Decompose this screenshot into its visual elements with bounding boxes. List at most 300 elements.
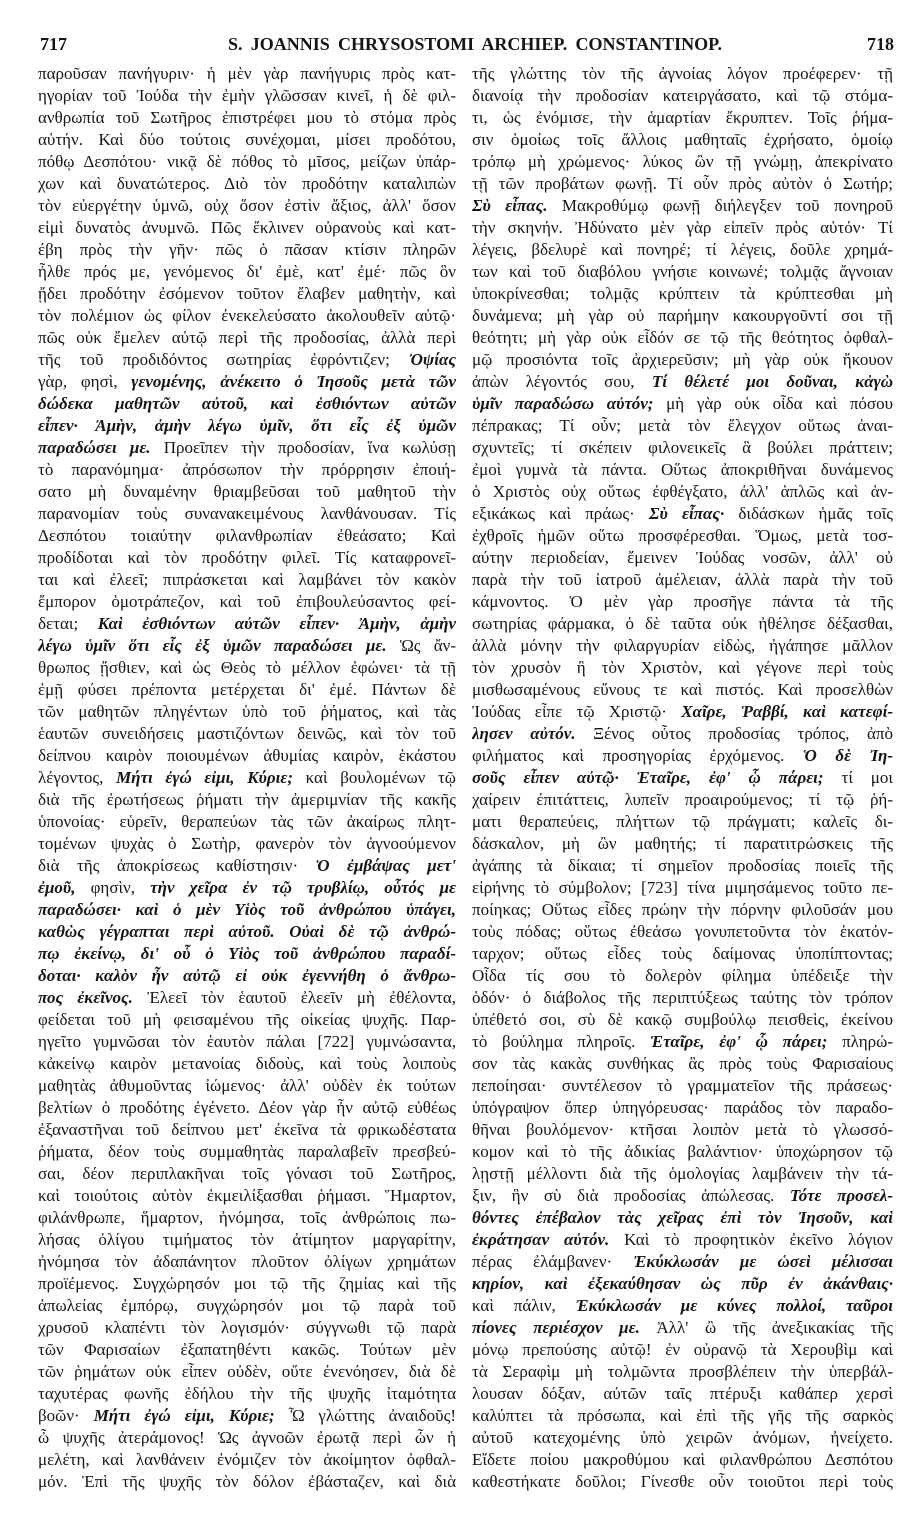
- text-line-content: [472, 1317, 893, 1339]
- text-run: τῶν ῥημάτων οὐκ εἶπεν οὐδὲν, οὔτε ἐνενόησεν, διὰ δὲ: [38, 1362, 456, 1381]
- text-line-content: [472, 921, 893, 943]
- text-run: παρὰ τὴν τοῦ ἰατροῦ ἀμέλειαν, ἀλλὰ παρὰ τὴν τοῦ: [472, 570, 893, 589]
- text-line-content: [472, 547, 893, 569]
- text-line: [472, 1009, 893, 1031]
- text-line: [472, 833, 893, 855]
- text-line-content: [472, 745, 893, 767]
- text-line-content: [38, 613, 456, 635]
- text-run: τῆς τοῦ προδιδόντος σωτηρίας ἐφρόντιζεν;: [38, 350, 409, 369]
- text-run: Προεῖπεν τὴν προδοσίαν, ἵνα κωλύσῃ: [150, 438, 456, 457]
- text-run: πέπρακας; Τί οὖν; μετὰ τὸν ἔλεγχον οὕτως ἀναι-: [472, 416, 893, 435]
- text-run: τὰ Σεραφὶμ μὴ τολμῶντα προσβλέπειν τὴν ὑπερβάλ-: [472, 1362, 893, 1381]
- text-line-content: [38, 481, 456, 503]
- text-line: [38, 613, 456, 635]
- text-line-content: [38, 1009, 456, 1031]
- text-line-content: [38, 833, 456, 855]
- text-line-content: [38, 1097, 456, 1119]
- text-run: μισθωσαμένους εὔνους τε καὶ πιστός. Καὶ προσελθὼν: [472, 680, 893, 699]
- text-line: [472, 239, 893, 261]
- scripture-quote: πος ἐκεῖνος.: [38, 988, 133, 1007]
- text-line-content: [472, 63, 893, 85]
- scripture-quote: Ὁ ἐμβάψας μετ': [315, 856, 456, 875]
- text-line-content: [472, 1163, 893, 1185]
- text-line-content: [38, 1339, 456, 1361]
- text-run: φείδεται τοῦ μὴ φεισαμένου τῆς οἰκείας ψυχῆς. Παρ-: [38, 1010, 456, 1029]
- scripture-quote: σοῦς εἶπεν αὐτῷ· Ἑταῖρε, ἐφ' ᾧ πάρει;: [472, 768, 824, 787]
- text-line-content: [472, 1075, 893, 1097]
- text-line-content: [472, 525, 893, 547]
- scripture-quote: Μήτι ἐγώ εἰμι, Κύριε;: [116, 768, 293, 787]
- text-line-content: [472, 855, 893, 877]
- text-line-content: [472, 1053, 893, 1075]
- text-run: λέγεις, βδελυρὲ καὶ πονηρέ; τί λέγεις, δοῦλε χρημά-: [472, 240, 893, 259]
- text-line: [472, 701, 893, 723]
- text-line-content: [472, 1427, 893, 1449]
- text-run: θεότητι; μὴ γὰρ οὐκ εἶδόν σε τῷ τῆς θεότητος ὀφθαλ-: [472, 328, 893, 347]
- text-line: [38, 85, 456, 107]
- text-run: πληρώ-: [827, 1032, 893, 1051]
- text-run: πόθῳ Δεσπότου· νικᾷ δὲ πόθος τὸ μῖσος, μείζων ὑπάρ-: [38, 152, 456, 171]
- text-line: [472, 855, 893, 877]
- text-line-content: [472, 349, 893, 371]
- text-line-content: [472, 767, 893, 789]
- left-text-column: [38, 63, 456, 1493]
- text-line-content: [472, 327, 893, 349]
- text-line-content: [38, 503, 456, 525]
- text-line: [472, 217, 893, 239]
- text-run: ἐμοὶ γυμνὰ τὰ πάντα. Οὕτως ἀποκριθῆναι δυνάμενος: [472, 460, 893, 479]
- text-run: τὸ παρανόμημα· ἀπρόσωπον τὴν πρόρρησιν ἐποιή-: [38, 460, 456, 479]
- text-line: [472, 1471, 893, 1493]
- scripture-quote: Ἑταῖρε, ἐφ' ᾧ πάρει;: [650, 1032, 828, 1051]
- text-line-content: [472, 613, 893, 635]
- text-run: τὸ βούλημα πληροῖς.: [472, 1032, 651, 1051]
- scripture-quote: δώδεκα μαθητῶν αὐτοῦ, καὶ ἐσθιόντων αὐτῶν: [38, 394, 456, 413]
- text-line: [472, 1317, 893, 1339]
- text-line-content: [472, 1031, 893, 1053]
- text-run: χαίρειν ἐπιτάττεις, λυπεῖν προαιρούμενος; τί τῷ ῥή-: [472, 790, 893, 809]
- text-line: [38, 129, 456, 151]
- text-line: [38, 371, 456, 393]
- text-line-content: [38, 635, 456, 657]
- text-run: ταχυτέρας φωνῆς ἐδήλου τὴν τῆς ψυχῆς ἰταμότητα: [38, 1384, 456, 1403]
- text-line: [38, 481, 456, 503]
- text-line-content: [472, 789, 893, 811]
- text-run: Ὦ γλώττης ἀναιδοῦς!: [274, 1406, 456, 1425]
- text-line: [472, 1361, 893, 1383]
- text-line-content: [38, 679, 456, 701]
- text-line: [472, 789, 893, 811]
- text-line-content: [472, 943, 893, 965]
- text-line: [38, 173, 456, 195]
- text-line: [38, 151, 456, 173]
- text-line: [38, 1449, 456, 1471]
- text-line: [38, 305, 456, 327]
- text-line-content: [472, 965, 893, 987]
- text-run: διὰ τῆς ἀποκρίσεως καθίστησιν·: [38, 856, 316, 875]
- text-line: [472, 459, 893, 481]
- text-line: [38, 899, 456, 921]
- text-line-content: [38, 1031, 456, 1053]
- text-line: [38, 1427, 456, 1449]
- text-line-content: [472, 1119, 893, 1141]
- text-line: [38, 833, 456, 855]
- scripture-quote: ἐμοῦ,: [38, 878, 76, 897]
- text-line: [472, 767, 893, 789]
- scripture-quote: θόντες ἐπέβαλον τὰς χεῖρας ἐπὶ τὸν Ἰησοῦν, καὶ: [472, 1208, 893, 1227]
- text-line-content: [38, 85, 456, 107]
- text-line: [38, 1273, 456, 1295]
- text-line: [472, 877, 893, 899]
- text-line-content: [38, 811, 456, 833]
- text-line: [472, 657, 893, 679]
- text-run: τομένων ψυχὰς ὁ Σωτὴρ, φανερὸν τὸν ἀγνοούμενον: [38, 834, 456, 853]
- scripture-quote: Ἐκύκλωσάν με ὡσεὶ μέλισσαι: [633, 1252, 893, 1271]
- text-line: [472, 1163, 893, 1185]
- text-run: πεποίησαι· συντέλεσον τὸ γραμματεῖον τῆς πράσεως·: [472, 1076, 893, 1095]
- text-line: [472, 85, 893, 107]
- text-line: [472, 525, 893, 547]
- text-run: δείπνου καιρὸν ποιουμένων ἀθυμίας καιρὸν, ἑκάστου: [38, 746, 456, 765]
- text-line: [38, 1141, 456, 1163]
- text-line: [38, 1317, 456, 1339]
- text-line-content: [472, 1229, 893, 1251]
- text-line-content: [472, 833, 893, 855]
- text-run: θρωπος ᾔσθιεν, καὶ ὡς Θεὸς τὸ μέλλον ἐφώνει· τὰ τῇ: [38, 658, 456, 677]
- text-line-content: [472, 1185, 893, 1207]
- scripture-quote: τὴν χεῖρα ἐν τῷ τρυβλίῳ, οὗτός με: [150, 878, 456, 897]
- text-line: [472, 63, 893, 85]
- text-run: αύτην περιοδείαν, ἔμεινεν Ἰούδας νοσῶν, ἀλλ' οὐ: [472, 548, 893, 567]
- text-run: τῆς γλώττης τὸν τῆς ἀγνοίας λόγον προέφερεν· τῇ: [472, 64, 893, 83]
- text-run: λῃστῇ μέλλοντι διὰ τῆς ὁμολογίας λαμβάνειν τὴν τά-: [472, 1164, 893, 1183]
- text-line: [38, 1075, 456, 1097]
- text-line-content: [472, 261, 893, 283]
- text-run: ται καὶ ἐλεεῖ; πιπράσκεται καὶ λαμβάνει τὸν κακὸν: [38, 570, 456, 589]
- text-line: [472, 1339, 893, 1361]
- scripture-quote: παραδώσει με.: [38, 438, 151, 457]
- text-line: [38, 1185, 456, 1207]
- text-line: [38, 943, 456, 965]
- text-line: [38, 877, 456, 899]
- text-line-content: [472, 1471, 893, 1493]
- text-line-content: [38, 767, 456, 789]
- text-line: [472, 195, 893, 217]
- text-run: ὁδόν· ὁ διάβολος τῆς περιπτύξεως ταύτης τὸν τρόπον: [472, 988, 893, 1007]
- text-line: [38, 723, 456, 745]
- text-line-content: [38, 327, 456, 349]
- text-run: δυνάμενα; μὴ γὰρ οὐ παρήμην κακουργοῦντί σοι τῇ: [472, 306, 893, 325]
- text-line-content: [38, 1163, 456, 1185]
- text-run: ἀλλὰ μόνην τὴν φιλαργυρίαν εἰδὼς, ἠγάπησε μᾶλλον: [472, 636, 893, 655]
- text-line: [38, 239, 456, 261]
- text-line: [38, 1383, 456, 1405]
- text-line-content: [38, 107, 456, 129]
- text-line-content: [472, 591, 893, 613]
- text-line-content: [472, 701, 893, 723]
- text-run: σιν ὁμοίως τοῖς ἄλλοις μαθηταῖς ἐχρήσατο, ὁμοίῳ: [472, 130, 893, 149]
- text-line: [472, 393, 893, 415]
- text-line-content: [472, 415, 893, 437]
- text-line-content: [472, 987, 893, 1009]
- text-line-content: [38, 173, 456, 195]
- text-line: [38, 855, 456, 877]
- text-run: μὴ γὰρ οὐκ οἶδα καὶ πόσου: [653, 394, 893, 413]
- text-line-content: [38, 1449, 456, 1471]
- text-line: [38, 1471, 456, 1493]
- text-line: [472, 1251, 893, 1273]
- text-line: [38, 1053, 456, 1075]
- scripture-quote: λέγω ὑμῖν ὅτι εἷς ἐξ ὑμῶν παραδώσει με.: [38, 636, 387, 655]
- text-line: [38, 1229, 456, 1251]
- scripture-quote: Σὺ εἶπας.: [472, 196, 548, 215]
- scripture-quote: κηρίον, καὶ ἐξεκαύθησαν ὡς πῦρ ἐν ἀκάνθαις·: [472, 1274, 893, 1293]
- text-line: [38, 701, 456, 723]
- text-line: [38, 679, 456, 701]
- text-run: μῷ προσιόντα τοῖς ἀρχιερεῦσιν; μὴ γὰρ οὐκ ἤκουον: [472, 350, 893, 369]
- text-line-content: [38, 283, 456, 305]
- page-number-right: 718: [867, 34, 894, 54]
- text-line-content: [38, 1317, 456, 1339]
- text-run: καλύπτει τὰ πρόσωπα, καὶ ἐπὶ τῆς γῆς τῆς σαρκὸς: [472, 1406, 893, 1425]
- text-line-content: [38, 899, 456, 921]
- text-line-content: [38, 1295, 456, 1317]
- text-line: [38, 1251, 456, 1273]
- text-line-content: [38, 393, 456, 415]
- text-line: [472, 437, 893, 459]
- text-run: Ἐλεεῖ τὸν ἑαυτοῦ ἐλεεῖν μὴ ἐθέλοντα,: [132, 988, 456, 1007]
- text-run: ἐξαναστῆναι τοῦ δείπνου μετ' ἐκεῖνα τὰ φρικωδέστατα: [38, 1120, 456, 1139]
- text-run: χρυσοῦ κλαπέντι τὸν λογισμόν· σύγγνωθι τῷ παρὰ: [38, 1318, 456, 1337]
- text-run: τὸν εὐεργέτην ὑμνῶ, οὐχ ὅσον ἐστὶν ἄξιος, ἀλλ' ὅσον: [38, 196, 456, 215]
- text-run: θῆναι βουλόμενον· κτῆσαι λοιπὸν μετὰ τὸ γλωσσό-: [472, 1120, 893, 1139]
- text-line-content: [38, 217, 456, 239]
- text-run: ποίηκας; Οὕτως εἶδες πρώην τὴν πόρνην φιλοῦσάν μου: [472, 900, 893, 919]
- text-run: τρόπῳ μὴ χρώμενος· λύκος ὢν τῇ γνώμῃ, ἀπεκρίνατο: [472, 152, 893, 171]
- text-line-content: [472, 1383, 893, 1405]
- text-line-content: [38, 63, 456, 85]
- text-run: μαθητὰς ἀθυμοῦντας ἰώμενος· ἀλλ' οὐδὲν ἐκ τούτων: [38, 1076, 456, 1095]
- right-text-column: [472, 63, 893, 1493]
- text-line-content: [38, 657, 456, 679]
- text-line-content: [472, 723, 893, 745]
- text-line-content: [38, 239, 456, 261]
- text-line: [472, 723, 893, 745]
- text-run: δάσκαλον, μὴ ὢν μαθητής; τί παρατιτρώσκεις τῆς: [472, 834, 893, 853]
- text-run: εξικάκως καὶ πράως·: [472, 504, 649, 523]
- text-line-content: [472, 437, 893, 459]
- text-line: [472, 371, 893, 393]
- text-run: Καὶ τὸ προφητικὸν ἐκεῖνο λόγιον: [609, 1230, 893, 1249]
- text-run: κομον καὶ τὸ τῆς ἀδικίας βαλάντιον· ὑποχώρησον τῷ: [472, 1142, 893, 1161]
- scripture-quote: γενομένης, ἀνέκειτο ὁ Ἰησοῦς μετὰ τῶν: [131, 372, 456, 391]
- text-line: [38, 569, 456, 591]
- text-line-content: [38, 371, 456, 393]
- text-line: [38, 767, 456, 789]
- text-line-content: [38, 1383, 456, 1405]
- text-line: [472, 283, 893, 305]
- text-run: Μακροθύμῳ φωνῇ διήλεγξεν τοῦ πονηροῦ: [547, 196, 893, 215]
- text-line: [38, 525, 456, 547]
- text-line: [38, 327, 456, 349]
- text-line-content: [38, 855, 456, 877]
- text-line-content: [472, 877, 893, 899]
- text-run: Ἀλλ' ὢ τῆς ἀνεξικακίας τῆς: [639, 1318, 893, 1337]
- text-run: τοὺς πόδας; οὕτως ἐθεάσω γονυπετοῦντα τὸν ἑκατόν-: [472, 922, 893, 941]
- scripture-quote: δοται· καλὸν ἦν αὐτῷ εἰ οὐκ ἐγεννήθη ὁ ἄνθρω-: [38, 966, 456, 985]
- text-run: αὐτοῦ κατεχομένης ὑπὸ χειρῶν ἀνόμων, ἠνείχετο.: [472, 1428, 893, 1447]
- text-line: [38, 503, 456, 525]
- text-run: καθεστήκατε δοῦλοι; Γίνεσθε οὖν τοιοῦτοι περὶ τοὺς: [472, 1472, 893, 1491]
- text-line-content: [472, 1097, 893, 1119]
- text-run: Εἴδετε ποίου μακροθύμου καὶ φιλανθρώπου Δεσπότου: [472, 1450, 893, 1469]
- text-line-content: [472, 283, 893, 305]
- text-run: ῥήματα, δέον τοὺς συμμαθητὰς παραλαβεῖν πρεσβεύ-: [38, 1142, 456, 1161]
- scripture-quote: ὑμῖν παραδώσω αὐτόν;: [472, 394, 654, 413]
- text-line: [38, 195, 456, 217]
- text-line-content: [38, 987, 456, 1009]
- text-line-content: [38, 1119, 456, 1141]
- text-line: [472, 261, 893, 283]
- text-line-content: [38, 1405, 456, 1427]
- text-run: βελτίων ὁ προδότης ἐγένετο. Δέον γὰρ ἦν αὐτῷ εὐθέως: [38, 1098, 456, 1117]
- text-line: [38, 965, 456, 987]
- text-run: ἐμῇ φύσει πρέποντα μετέρχεται δι' ἐμέ. Πάντων δὲ: [38, 680, 456, 699]
- text-line: [472, 415, 893, 437]
- text-line: [472, 1273, 893, 1295]
- text-run: διὰ τῆς ἐρωτήσεως ῥήματι τὴν ἀμεριμνίαν τῆς κακῆς: [38, 790, 456, 809]
- text-line-content: [38, 1207, 456, 1229]
- text-line-content: [38, 1251, 456, 1273]
- text-line-content: [472, 503, 893, 525]
- text-line-content: [472, 195, 893, 217]
- text-line: [472, 327, 893, 349]
- text-line-content: [38, 129, 456, 151]
- text-run: Δεσπότου τοιαύτην φιλανθρωπίαν ἐθεάσατο; Καὶ: [38, 526, 456, 545]
- text-line: [472, 481, 893, 503]
- text-run: βοῶν·: [38, 1406, 94, 1425]
- text-line: [38, 1295, 456, 1317]
- text-line: [38, 1405, 456, 1427]
- text-line: [472, 569, 893, 591]
- text-line: [472, 1383, 893, 1405]
- text-line-content: [472, 811, 893, 833]
- text-line-content: [472, 1295, 893, 1317]
- text-line-content: [472, 1207, 893, 1229]
- text-run: παρανομίαν τοὺς συνανακειμένους λανθάνουσαν. Τίς: [38, 504, 456, 523]
- text-line: [472, 679, 893, 701]
- text-line-content: [38, 1185, 456, 1207]
- text-run: Ἰούδας εἶπε τῷ Χριστῷ·: [472, 702, 682, 721]
- text-line: [472, 305, 893, 327]
- text-line-content: [472, 1141, 893, 1163]
- text-line: [472, 1031, 893, 1053]
- text-line: [38, 107, 456, 129]
- text-run: Ξένος οὗτος προδοσίας τρόπος, ἀπὸ: [575, 724, 893, 743]
- text-run: τῶν Φαρισαίων ἐξαπατηθέντι κακῶς. Τούτων μὲν: [38, 1340, 456, 1359]
- text-line-content: [38, 723, 456, 745]
- text-line: [38, 1119, 456, 1141]
- text-line: [38, 393, 456, 415]
- text-line: [38, 745, 456, 767]
- text-run: μόνῳ πρεπούσης αὐτῷ! ἐν οὐρανῷ τὰ Χερουβὶμ καὶ: [472, 1340, 893, 1359]
- text-run: σωτηρίας φάρμακα, ὁ δὲ ταῦτα οὐκ ἠθέλησε δέξασθαι,: [472, 614, 893, 633]
- text-run: ὑπονοίας· εὑρεῖν, θεραπεύων τὰς τῶν ἀκαίρως πλητ-: [38, 812, 456, 831]
- text-run: ᾔδει προδότην ἐσόμενον τοῦτον ἔλαβεν μαθητὴν, καὶ: [38, 284, 456, 303]
- text-line: [472, 1295, 893, 1317]
- scripture-quote: παραδώσει· καὶ ὁ μὲν Υἱὸς τοῦ ἀνθρώπου ὑπάγει,: [38, 900, 456, 919]
- text-line: [472, 745, 893, 767]
- text-line: [472, 811, 893, 833]
- text-line-content: [472, 1361, 893, 1383]
- text-line-content: [38, 921, 456, 943]
- text-line-content: [472, 657, 893, 679]
- text-line: [472, 1075, 893, 1097]
- scripture-quote: Μήτι ἐγώ εἰμι, Κύριε;: [93, 1406, 275, 1425]
- text-line-content: [38, 525, 456, 547]
- text-run: ἔμπορον ὁμοτράπεζον, καὶ τοῦ ἐπιβουλεύσαντος φεί-: [38, 592, 456, 611]
- text-line: [472, 1053, 893, 1075]
- text-line-content: [472, 899, 893, 921]
- text-run: ξιν, ἣν σὺ διὰ προδοσίας ἀπώλεσας.: [472, 1186, 790, 1205]
- text-line: [472, 1207, 893, 1229]
- text-line-content: [472, 393, 893, 415]
- text-line-content: [38, 877, 456, 899]
- scripture-quote: Χαῖρε, Ῥαββί, καὶ κατεφί-: [681, 702, 893, 721]
- text-line: [38, 635, 456, 657]
- text-line: [472, 921, 893, 943]
- text-line: [38, 811, 456, 833]
- text-line: [472, 1449, 893, 1471]
- scripture-quote: πίονες περιέσχον με.: [472, 1318, 640, 1337]
- text-line-content: [472, 173, 893, 195]
- text-line: [472, 965, 893, 987]
- text-line: [472, 943, 893, 965]
- text-line: [38, 349, 456, 371]
- text-run: εἰρήνης τὸ σύμβολον; [723] τίνα μιμησάμενος τοῦτο πε-: [472, 878, 893, 897]
- text-run: τὸν χρυσὸν ἢ τὸν Χριστὸν, καὶ γέγονε περὶ τοὺς: [472, 658, 893, 677]
- text-line-content: [472, 569, 893, 591]
- text-line: [38, 921, 456, 943]
- text-run: έβη πρὸς τὴν γῆν· πῶς ὁ πᾶσαν κτίσιν πληρῶν: [38, 240, 456, 259]
- scripture-quote: Ἐκύκλωσάν με κύνες πολλοί, ταῦροι: [575, 1296, 893, 1315]
- text-line: [38, 261, 456, 283]
- text-line-content: [472, 107, 893, 129]
- text-run: ὦ ψυχῆς ἀτεράμονος! Ὡς ἀγνοῶν ἐρωτᾷ περὶ ὧν ἡ: [38, 1428, 456, 1447]
- running-header: [0, 32, 924, 56]
- text-line: [38, 1031, 456, 1053]
- scripture-quote: Τότε προσελ-: [789, 1186, 893, 1205]
- text-line: [38, 987, 456, 1009]
- text-run: φησὶν,: [75, 878, 151, 897]
- text-line-content: [38, 1361, 456, 1383]
- text-line: [472, 151, 893, 173]
- scripture-quote: ἐκράτησαν αὐτόν.: [472, 1230, 610, 1249]
- text-line-content: [472, 481, 893, 503]
- text-line-content: [38, 701, 456, 723]
- text-line-content: [38, 195, 456, 217]
- text-line-content: [472, 1009, 893, 1031]
- text-line-content: [472, 85, 893, 107]
- scripture-quote: πῳ ἐκείνῳ, δι' οὗ ὁ Υἱὸς τοῦ ἀνθρώπου παραδί-: [38, 944, 456, 963]
- text-run: πῶς οὐκ ἔμελεν αὐτῷ περὶ τῆς προδοσίας, ἀλλὰ περὶ: [38, 328, 456, 347]
- text-run: μελέτη, καὶ λανθάνειν ἐνόμιζεν τὸν ἀκοίμητον ὀφθαλ-: [38, 1450, 456, 1469]
- text-line-content: [38, 943, 456, 965]
- text-run: τὴν σκηνήν. Ἠδύνατο μὲν γὰρ εἰπεῖν πρὸς αὐτόν· Τί: [472, 218, 893, 237]
- text-run: ηγορίαν τοῦ Ἰούδα τὴν ἐμὴν γλῶσσαν κινεῖ, ἡ δὲ φιλ-: [38, 86, 456, 105]
- text-line: [472, 899, 893, 921]
- text-line-content: [38, 547, 456, 569]
